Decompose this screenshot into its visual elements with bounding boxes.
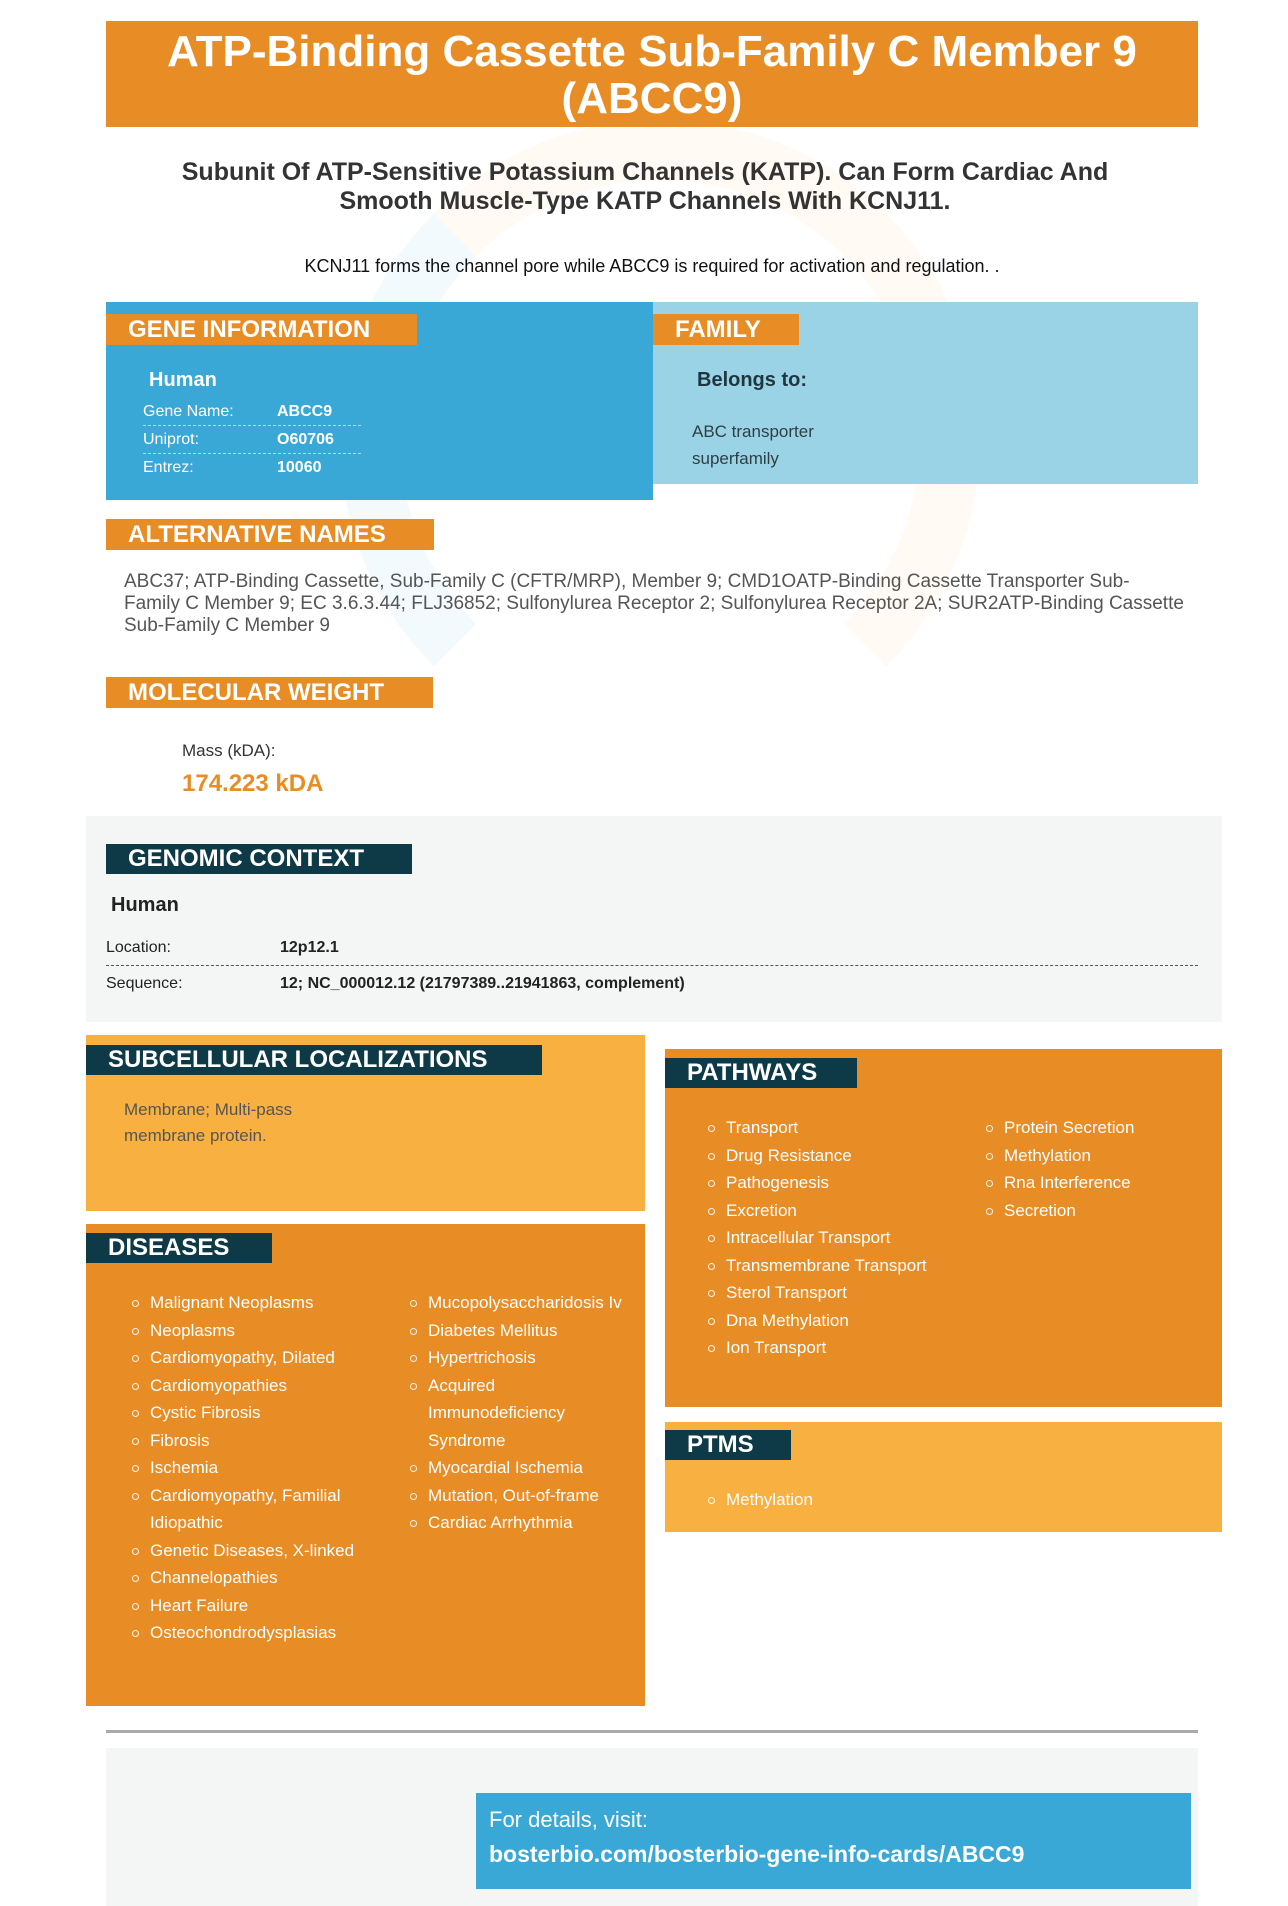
diseases-heading: DISEASES [86,1233,272,1263]
subcellular-text: Membrane; Multi-pass membrane protein. [124,1100,293,1145]
row-label: Sequence: [106,975,183,992]
gene-information-table [143,398,361,482]
diseases-list-col1 [130,1289,360,1647]
details-label: For details, visit: [489,1807,648,1832]
alternative-names-text: ABC37; ATP-Binding Cassette, Sub-Family C (CFTR/MRP), Member 9; CMD1OATP-Binding Cassette Transporter Sub-Family C Member 9; EC 3.6.3.44; FLJ36852; Sulfonylurea Receptor 2; Sulfonylurea Receptor 2A; SUR2ATP-Binding Cassette Sub-Family C Member 9 [124,571,1184,636]
genomic-context-table [106,930,1198,1002]
uniprot-row [143,426,361,454]
ptms-heading: PTMS [665,1430,791,1460]
list-item: Fibrosis [130,1427,360,1455]
list-item: Transmembrane Transport [706,1252,946,1280]
location-row [106,930,1198,966]
page-subtitle: Subunit Of ATP-Sensitive Potassium Channels (KATP). Can Form Cardiac And Smooth Muscle-Type KATP Channels With KCNJ11. [181,158,1109,215]
list-item: Rna Interference [984,1169,1204,1197]
list-item: Cardiomyopathies [130,1372,360,1400]
ptms-list [706,1486,946,1514]
list-item: Heart Failure [130,1592,360,1620]
sequence-row [106,966,1198,1002]
list-item: Cardiomyopathy, Familial Idiopathic [130,1482,360,1537]
diseases-list-col2 [408,1289,628,1537]
row-label: Location: [106,939,171,956]
list-item: Cardiac Arrhythmia [408,1509,628,1537]
pathways-list-col1 [706,1114,946,1362]
list-item: Excretion [706,1197,946,1225]
list-item: Ischemia [130,1454,360,1482]
list-item: Osteochondrodysplasias [130,1619,360,1647]
row-label: Uniprot: [143,431,200,448]
genomic-context-species: Human [111,894,179,916]
footer-divider [106,1730,1198,1733]
list-item: Dna Methylation [706,1307,946,1335]
row-value: 10060 [277,459,322,476]
list-item: Drug Resistance [706,1142,946,1170]
list-item: Neoplasms [130,1317,360,1345]
list-item: Methylation [706,1486,946,1514]
list-item: Hypertrichosis [408,1344,628,1372]
molecular-weight-heading: MOLECULAR WEIGHT [106,677,433,708]
list-item: Myocardial Ischemia [408,1454,628,1482]
molecular-weight-value: 174.223 kDA [182,770,324,797]
list-item: Intracellular Transport [706,1224,946,1252]
details-link-box[interactable] [476,1793,1191,1889]
list-item: Secretion [984,1197,1204,1225]
row-value: O60706 [277,431,334,448]
list-item: Protein Secretion [984,1114,1204,1142]
list-item: Mucopolysaccharidosis Iv [408,1289,628,1317]
list-item: Mutation, Out-of-frame [408,1482,628,1510]
list-item: Pathogenesis [706,1169,946,1197]
row-label: Entrez: [143,459,194,476]
alternative-names-heading: ALTERNATIVE NAMES [106,519,434,550]
list-item: Transport [706,1114,946,1142]
gene-name-row [143,398,361,426]
list-item: Cardiomyopathy, Dilated [130,1344,360,1372]
list-item: Diabetes Mellitus [408,1317,628,1345]
family-belongs-label: Belongs to: [697,369,807,391]
genomic-context-heading: GENOMIC CONTEXT [106,844,412,874]
gene-information-species: Human [149,369,217,391]
molecular-weight-label: Mass (kDA): [182,741,276,760]
pathways-list-col2 [984,1114,1204,1224]
list-item: Acquired Immunodeficiency Syndrome [408,1372,628,1455]
list-item: Ion Transport [706,1334,946,1362]
list-item: Methylation [984,1142,1204,1170]
list-item: Sterol Transport [706,1279,946,1307]
row-value: ABCC9 [277,403,333,420]
row-value: 12p12.1 [280,939,339,956]
pathways-heading: PATHWAYS [665,1058,857,1088]
details-link[interactable]: bosterbio.com/bosterbio-gene-info-cards/ABCC9 [489,1841,1025,1867]
gene-information-heading: GENE INFORMATION [106,314,417,345]
family-heading: FAMILY [653,314,799,345]
row-label: Gene Name: [143,403,234,420]
list-item: Channelopathies [130,1564,360,1592]
list-item: Malignant Neoplasms [130,1289,360,1317]
list-item: Cystic Fibrosis [130,1399,360,1427]
entrez-row [143,454,361,482]
list-item: Genetic Diseases, X-linked [130,1537,360,1565]
page-description: KCNJ11 forms the channel pore while ABCC9 is required for activation and regulation. . [304,256,1000,276]
row-value: 12; NC_000012.12 (21797389..21941863, complement) [280,975,685,992]
page-title: ATP-Binding Cassette Sub-Family C Member 9 (ABCC9) [106,21,1198,127]
family-value: ABC transporter superfamily [692,422,814,468]
subcellular-heading: SUBCELLULAR LOCALIZATIONS [86,1045,542,1075]
